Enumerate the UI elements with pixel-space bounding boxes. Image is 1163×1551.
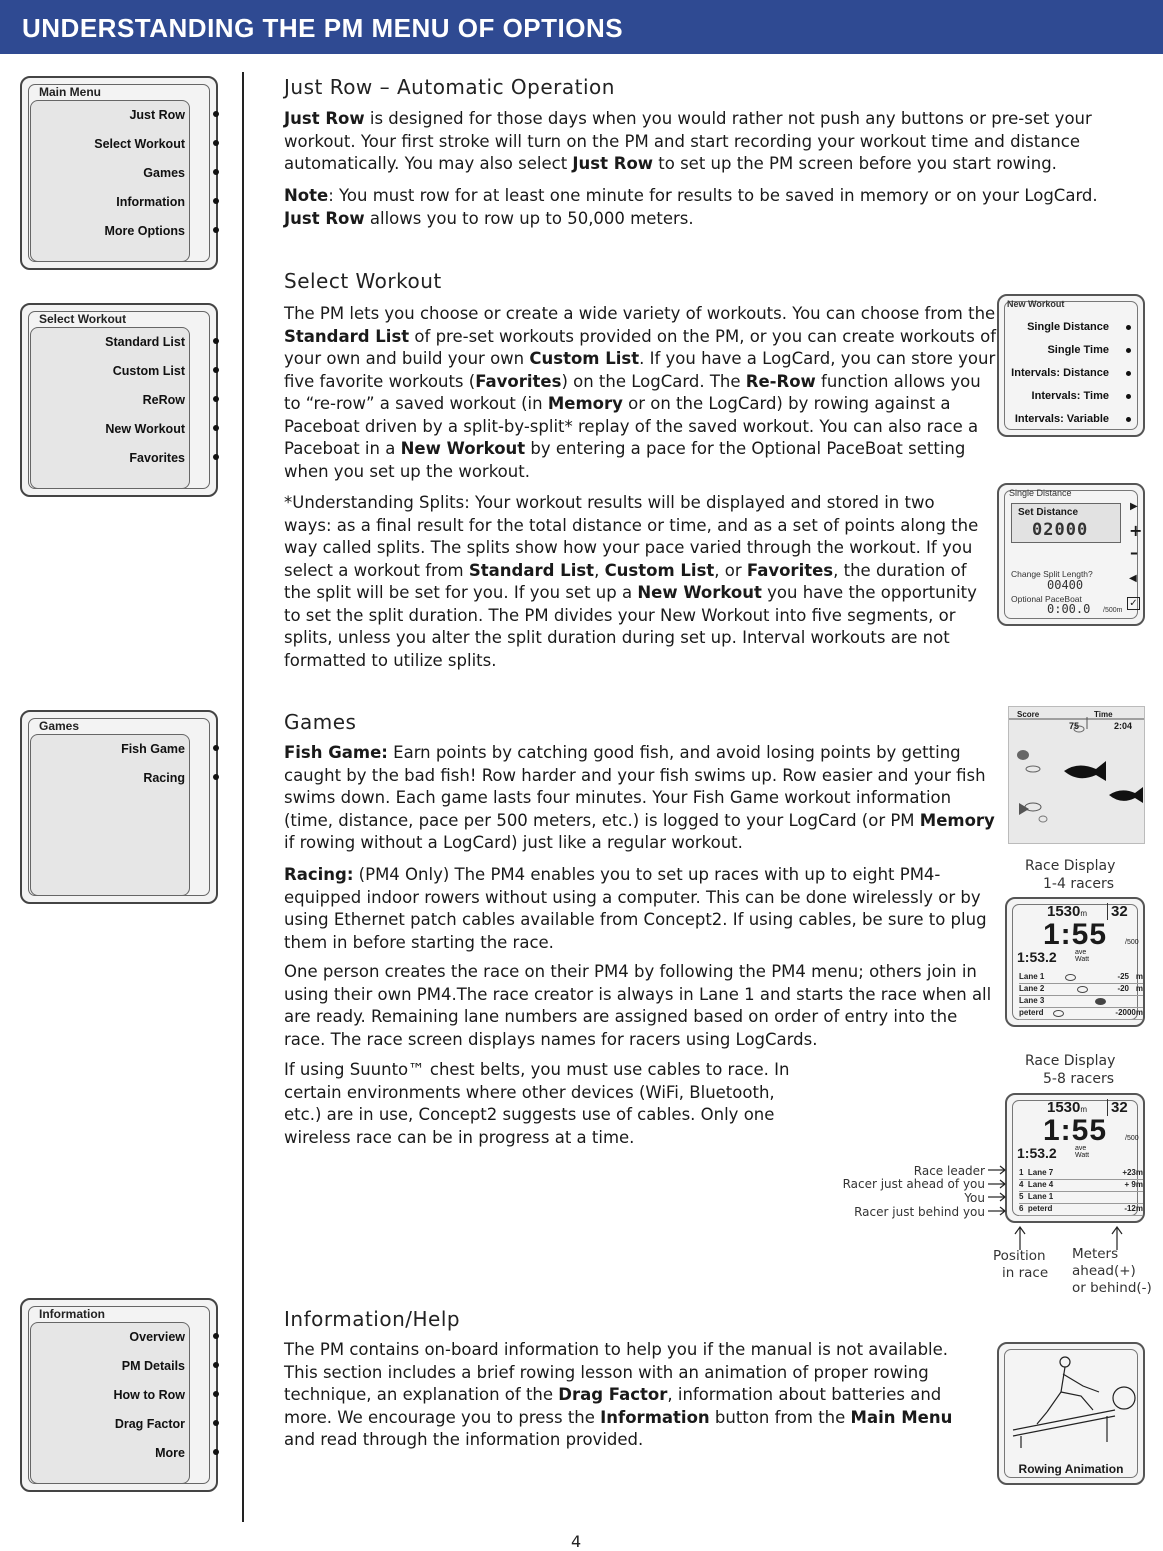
column-divider (242, 72, 244, 1522)
set-distance-value: 02000 (1032, 520, 1089, 540)
select-button-dot[interactable] (213, 1362, 219, 1368)
meters-label-line3: or behind(-) (1072, 1280, 1152, 1296)
select-button-dot[interactable] (213, 1333, 219, 1339)
meters-label-line1: Meters (1072, 1246, 1119, 1262)
new-workout-item-label: Intervals: Distance (1011, 367, 1109, 379)
paceboat-label: Optional PaceBoat (1011, 594, 1082, 604)
single-distance-title: Single Distance (1009, 488, 1072, 498)
information-title: Information (39, 1307, 105, 1321)
menu-item-more-options[interactable] (30, 216, 222, 245)
games-paragraph-suunto: If using Suunto™ chest belts, you must use cables to race. In certain environments where other devices (WiFi, Bluetooth, etc.) are in use, Concept2 suggests use of cables. Only one wireless race can be in progress at a time. (284, 1060, 790, 1147)
menu-item-label: More (155, 1446, 185, 1460)
rower-illustration (1007, 1352, 1137, 1452)
race-display-1-4 (1005, 897, 1145, 1027)
select-workout-items (30, 327, 222, 472)
race14-avg-unit-1: ave (1075, 949, 1087, 956)
boat-icon (1077, 986, 1088, 993)
lane-unit: m (1135, 972, 1143, 981)
menu-item-label: Custom List (112, 364, 185, 378)
paceboat-value: 0:00.0 (1047, 602, 1091, 616)
race58-avg-unit-1: ave (1075, 1145, 1087, 1152)
games-items (30, 734, 222, 792)
racer-name: Lane 1 (1027, 1192, 1054, 1201)
boat-icon (1053, 1010, 1064, 1017)
rowing-animation-screen (997, 1342, 1145, 1485)
race58-meters-value: 1530 (1047, 1099, 1081, 1116)
main-menu-screen (20, 76, 218, 270)
race-position: 6 (1019, 1204, 1024, 1213)
racer-name: peterd (1027, 1204, 1053, 1213)
menu-item-how-to-row[interactable] (30, 1380, 222, 1409)
race58-caption-line2: 5-8 racers (1043, 1071, 1115, 1087)
main-menu-title: Main Menu (39, 85, 101, 99)
games-paragraph-race-setup: One person creates the race on their PM4 by following the PM4 menu; others join in using their own PM4.The race creator is always in Lane 1 and starts the race when all are ready. Remaining lane numbers are assigned based on order of entry into the race. The race screen displays names for racers using LogCards. (284, 962, 992, 1049)
lane-unit: m (1135, 984, 1143, 993)
new-workout-item-label: Intervals: Time (1031, 390, 1109, 402)
cursor-left-icon[interactable]: ◀ (1129, 573, 1137, 584)
menu-item-label: Overview (129, 1330, 185, 1344)
fish-score-value: 75 (1069, 721, 1080, 731)
race14-lane-row (1019, 1008, 1143, 1020)
position-label-line2: in race (1002, 1265, 1049, 1281)
race14-caption-line1: Race Display (1025, 858, 1116, 874)
select-button-dot[interactable] (213, 169, 219, 175)
just-row-paragraph-1: Just Row is designed for those days when you would rather not push any buttons or pre-set your workout. Your first stroke will turn on the PM and start recording your workout time and distance automatically. You may also select Just Row to set up the PM screen before you start rowing. (284, 109, 1092, 173)
set-distance-box (1011, 503, 1121, 543)
select-workout-title: Select Workout (39, 312, 127, 326)
main-menu-items (30, 100, 222, 245)
menu-item-label: Standard List (105, 335, 185, 349)
race58-avg-unit-2: Watt (1075, 1152, 1090, 1159)
boat-icon (1095, 998, 1106, 1005)
fish-game-screen (1008, 706, 1145, 844)
race14-meters-value: 1530 (1047, 903, 1081, 920)
lane-name: Lane 2 (1019, 984, 1045, 993)
fish-game-scene (1009, 707, 1145, 844)
select-workout-paragraph-2: *Understanding Splits: Your workout results will be displayed and stored in two ways: as a final result for the total distance or time, and as a set of points along the way called splits. The splits show how your pace varied through the workout. If you select a workout from Standard List, Custom List, or Favorites, the duration of the split will be set for you. If you set up a New Workout you have the opportunity to set the split duration. The PM divides your New Workout into five segments, or splits, unless you alter the split duration during set up. Interval workouts are not formatted to utilize splits. (284, 493, 979, 670)
menu-item-racing[interactable] (30, 763, 222, 792)
games-paragraph-fish: Fish Game: Earn points by catching good fish, and avoid losing points by getting caught by the bad fish! Row harder and your fish swims up. Row easier and your fish swims down. Each game lasts four minutes. Your Fish Game workout information (time, distance, pace per 500 meters, etc.) is logged to your LogCard (or PM Memory if rowing without a LogCard) just like a regular workout. (284, 743, 995, 852)
select-button-dot[interactable] (213, 1391, 219, 1397)
menu-item-information[interactable] (30, 187, 222, 216)
select-button-dot[interactable] (213, 745, 219, 751)
select-button-dot[interactable] (213, 425, 219, 431)
just-row-paragraph-2: Note: You must row for at least one minute for results to be saved in memory or on your LogCard. Just Row allows you to row up to 50,000 meters. (284, 186, 1098, 228)
games-screen (20, 710, 218, 904)
select-workout-screen (20, 303, 218, 497)
paceboat-unit: /500m (1103, 607, 1123, 614)
pointer-label-racer-ahead: Racer just ahead of you (842, 1177, 985, 1191)
page-number: 4 (571, 1532, 582, 1551)
race14-caption-line2: 1-4 racers (1043, 876, 1115, 892)
race58-pace-unit: /500 (1125, 1135, 1139, 1142)
select-button-dot[interactable] (213, 367, 219, 373)
new-workout-item-single-time[interactable] (993, 339, 1133, 362)
pointer-label-race-leader: Race leader (913, 1164, 985, 1178)
pointer-label-racer-behind: Racer just behind you (854, 1205, 985, 1219)
select-button-dot[interactable] (213, 338, 219, 344)
page-header-title: UNDERSTANDING THE PM MENU OF OPTIONS (22, 13, 624, 43)
new-workout-item-single-distance[interactable] (993, 316, 1133, 339)
lane-name: Lane 1 (1019, 972, 1045, 981)
new-workout-item-intervals-variable[interactable] (993, 408, 1133, 431)
new-workout-screen (997, 294, 1145, 437)
select-button-dot[interactable] (213, 1449, 219, 1455)
menu-item-label: Favorites (129, 451, 185, 465)
racer-delta: + 9m (1124, 1180, 1143, 1189)
race58-spm: 32 (1107, 1099, 1128, 1116)
menu-item-label: Games (143, 166, 185, 180)
lane-name: peterd (1019, 1008, 1044, 1017)
menu-item-label: Drag Factor (114, 1417, 185, 1431)
menu-item-label: Select Workout (94, 137, 185, 151)
confirm-check-icon[interactable]: ✓ (1127, 597, 1140, 610)
menu-item-label: PM Details (121, 1359, 185, 1373)
menu-item-just-row[interactable] (30, 100, 222, 129)
menu-item-pm-details[interactable] (30, 1351, 222, 1380)
select-button-dot[interactable] (213, 198, 219, 204)
menu-item-label: More Options (104, 224, 185, 238)
rowing-animation-label: Rowing Animation (1018, 1462, 1124, 1476)
race14-avg-unit-2: Watt (1075, 956, 1090, 963)
new-workout-title: New Workout (1007, 299, 1065, 309)
menu-item-label: Just Row (129, 108, 185, 122)
race58-caption-line1: Race Display (1025, 1053, 1116, 1069)
menu-item-select-workout[interactable] (30, 129, 222, 158)
new-workout-item-label: Single Time (1047, 344, 1109, 356)
select-button-dot[interactable] (213, 396, 219, 402)
select-button-dot[interactable] (213, 227, 219, 233)
position-label-line1: Position (993, 1248, 1046, 1264)
information-screen (20, 1298, 218, 1492)
select-workout-heading: Select Workout (284, 269, 442, 293)
pointer-label-you: You (964, 1191, 985, 1205)
select-button-dot[interactable] (1126, 394, 1131, 399)
select-button-dot[interactable] (1126, 348, 1131, 353)
lane-delta: -25 (1117, 972, 1129, 981)
select-button-dot[interactable] (1126, 325, 1131, 330)
race58-avg: 1:53.2 (1017, 1145, 1057, 1161)
race14-spm: 32 (1107, 903, 1128, 920)
just-row-heading: Just Row – Automatic Operation (284, 75, 615, 99)
games-title: Games (39, 719, 80, 733)
menu-item-overview[interactable] (30, 1322, 222, 1351)
menu-item-favorites[interactable] (30, 443, 222, 472)
race14-pace: 1:55 (1043, 918, 1108, 951)
select-button-dot[interactable] (213, 140, 219, 146)
select-button-dot[interactable] (213, 454, 219, 460)
race14-lane-row (1019, 996, 1143, 1008)
increase-icon[interactable]: + (1129, 521, 1143, 540)
select-button-dot[interactable] (213, 774, 219, 780)
racer-name: Lane 7 (1027, 1168, 1054, 1177)
split-length-value: 00400 (1047, 578, 1084, 592)
menu-item-custom-list[interactable] (30, 356, 222, 385)
menu-item-label: New Workout (105, 422, 185, 436)
race-position: 1 (1019, 1168, 1024, 1177)
lane-delta: -20 (1117, 984, 1129, 993)
lane-name: Lane 3 (1019, 996, 1045, 1005)
fish-time-value: 2:04 (1114, 721, 1133, 731)
information-heading: Information/Help (284, 1307, 461, 1331)
menu-item-label: ReRow (142, 393, 185, 407)
menu-item-new-workout[interactable] (30, 414, 222, 443)
decrease-icon[interactable]: – (1130, 543, 1138, 562)
single-distance-screen (997, 483, 1145, 626)
information-paragraph: The PM contains on-board information to help you if the manual is not available. This section includes a brief rowing lesson with an animation of proper rowing technique, an explanation of the Drag Factor, information about batteries and more. We encourage you to press the Information button from the Main Menu and read through the information provided. (284, 1340, 953, 1449)
menu-item-standard-list[interactable] (30, 327, 222, 356)
cursor-right-icon[interactable]: ▶ (1130, 501, 1138, 512)
race-position: 5 (1019, 1192, 1024, 1201)
menu-item-label: Fish Game (121, 742, 185, 756)
games-paragraph-racing: Racing: (PM4 Only) The PM4 enables you to set up races with up to eight PM4-equipped indoor rowers without using a computer. This can be done wirelessly or by using Ethernet patch cables available from Concept2. If using cables, be sure to plug them in before starting the race. (284, 865, 987, 952)
fish-time-label: Time (1094, 710, 1113, 719)
menu-item-label: How to Row (113, 1388, 185, 1402)
new-workout-item-label: Intervals: Variable (1014, 413, 1109, 425)
race58-pace: 1:55 (1043, 1114, 1108, 1147)
race14-meters-unit: m (1080, 909, 1088, 918)
menu-item-more[interactable] (30, 1438, 222, 1467)
racer-delta: +23m (1122, 1168, 1143, 1177)
select-button-dot[interactable] (213, 1420, 219, 1426)
race58-meters-unit: m (1080, 1105, 1088, 1114)
fish-score-label: Score (1017, 710, 1040, 719)
select-button-dot[interactable] (1126, 371, 1131, 376)
lane-delta: -2000m (1115, 1008, 1143, 1017)
race14-avg: 1:53.2 (1017, 949, 1057, 965)
information-items (30, 1322, 222, 1467)
racer-delta: -12m (1124, 1204, 1143, 1213)
menu-item-label: Racing (143, 771, 185, 785)
boat-icon (1065, 974, 1076, 981)
set-distance-label: Set Distance (1018, 507, 1079, 518)
meters-label-line2: ahead(+) (1072, 1263, 1136, 1279)
new-workout-item-label: Single Distance (1027, 321, 1109, 333)
race14-lane-row (1019, 972, 1143, 984)
select-workout-paragraph-1: The PM lets you choose or create a wide variety of workouts. You can choose from the Standard List of pre-set workouts provided on the PM, or you can create workouts of your own and build your own Custom List. If you have a LogCard, you can store your five favorite workouts (Favorites) on the LogCard. The Re-Row function allows you to “re-row” a saved workout (in Memory or on the LogCard) by rowing against a Paceboat driven by a split-by-split* replay of the saved workout. You can also race a Paceboat in a New Workout by entering a pace for the Optional PaceBoat setting when you set up the workout. (284, 304, 997, 481)
menu-item-games[interactable] (30, 158, 222, 187)
new-workout-item-intervals-time[interactable] (993, 385, 1133, 408)
racer-name: Lane 4 (1027, 1180, 1054, 1189)
race-position: 4 (1019, 1180, 1024, 1189)
new-workout-item-intervals-distance[interactable] (993, 362, 1133, 385)
select-button-dot[interactable] (1126, 417, 1131, 422)
menu-item-label: Information (116, 195, 185, 209)
menu-item-drag-factor[interactable] (30, 1409, 222, 1438)
race14-pace-unit: /500 (1125, 939, 1139, 946)
menu-item-rerow[interactable] (30, 385, 222, 414)
select-button-dot[interactable] (213, 111, 219, 117)
games-heading: Games (284, 710, 357, 734)
menu-item-fish-game[interactable] (30, 734, 222, 763)
split-length-label: Change Split Length? (1011, 569, 1093, 579)
